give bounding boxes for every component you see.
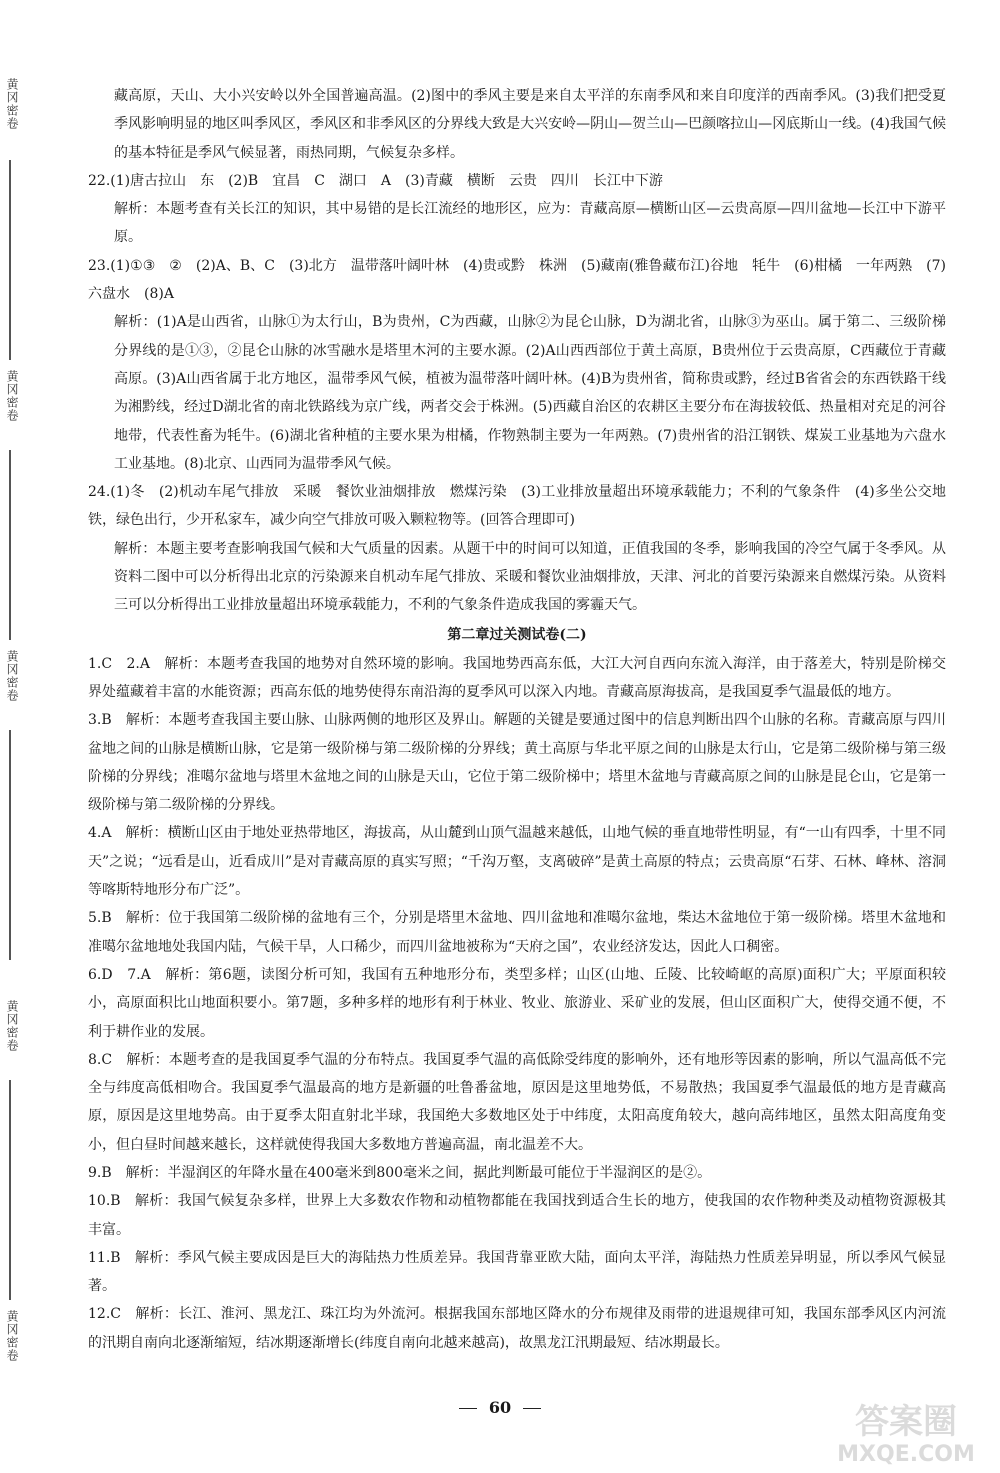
explanation-paragraph: 解析：(1)A是山西省，山脉①为太行山，B为贵州，C为西藏，山脉②为昆仑山脉，D为湖北省，山脉③为巫山。属于第二、三级阶梯分界线的是①③，②昆仑山脉的冰雪融水是塔里木河的主要水源。(2)A山西西部位于黄土高原，B贵州位于云贵高原，C西藏位于青藏高原。(3)A山西省属于北方地区，温带季风气候，植被为温带落叶阔叶林。(4)B为贵州省，简称贵或黔，经过B省省会的东西铁路干线为湘黔线，经过D湖北省的南北铁路线为京广线，两者交会于株洲。(5)西藏自治区的农耕区主要分布在海拔较低、热量相对充足的河谷地带，代表性畜为牦牛。(6)湖北省种植的主要水果为柑橘，作物熟制主要为一年两熟。(7)贵州省的沿江钢铁、煤炭工业基地为六盘水工业基地。(8)北京、山西同为温带季风气候。 xyxy=(114,314,946,472)
answer-item-22: 22.(1)唐古拉山 东 (2)B 宜昌 C 湖口 A (3)青藏 横断 云贵 四川 长江中下游 xyxy=(88,172,663,189)
answer-item-5: 5.B 解析：位于我国第二级阶梯的盆地有三个，分别是塔里木盆地、四川盆地和准噶尔盆地，柴达木盆地位于第一级阶梯。塔里木盆地和准噶尔盆地地处我国内陆，气候干旱，人口稀少，而四川盆地被称为“天府之国”，农业经济发达，因此人口稠密。 xyxy=(88,910,946,955)
answer-item-3: 3.B 解析：本题考查我国主要山脉、山脉两侧的地形区及界山。解题的关键是要通过图中的信息判断出四个山脉的名称。青藏高原与四川盆地之间的山脉是横断山脉，它是第一级阶梯与第二级阶梯的分界线；黄土高原与华北平原之间的山脉是太行山，它是第二级阶梯与第三级阶梯的分界线；准噶尔盆地与塔里木盆地之间的山脉是天山，它位于第二级阶梯中；塔里木盆地与青藏高原之间的山脉是昆仑山，它是第一级阶梯与第二级阶梯的分界线。 xyxy=(88,712,946,814)
margin-label: 黄冈密卷 xyxy=(5,1310,19,1362)
margin-label: 黄冈密卷 xyxy=(5,650,19,702)
section-title: 第二章过关测试卷(二) xyxy=(447,626,587,643)
answer-item-1-2: 1.C 2.A 解析：本题考查我国的地势对自然环境的影响。我国地势西高东低，大江大河自西向东流入海洋，由于落差大，特别是阶梯交界处蕴藏着丰富的水能资源；西高东低的地势使得东南沿海的夏季风可以深入内地。青藏高原海拔高，是我国夏季气温最低的地方。 xyxy=(88,655,946,700)
margin-label: 黄冈密卷 xyxy=(5,1000,19,1052)
explanation-paragraph: 解析：本题主要考查影响我国气候和大气质量的因素。从题干中的时间可以知道，正值我国的冬季，影响我国的冷空气属于冬季风。从资料二图中可以分析得出北京的污染源来自机动车尾气排放、采暖和餐饮业油烟排放，天津、河北的首要污染源来自燃煤污染。从资料三可以分析得出工业排放量超出环境承载能力，不利的气象条件造成我国的雾霾天气。 xyxy=(114,540,946,614)
answer-item-24: 24.(1)冬 (2)机动车尾气排放 采暖 餐饮业油烟排放 燃煤污染 (3)工业排放量超出环境承载能力；不利的气象条件 (4)多坐公交地铁，绿色出行，少开私家车，减少向空气排放可吸入颗粒物等。(回答合理即可) xyxy=(88,484,946,529)
watermark-logo xyxy=(820,1395,992,1467)
page-number-dash xyxy=(523,1408,541,1409)
margin-divider xyxy=(9,450,11,640)
watermark-title: 答案圈 xyxy=(855,1402,957,1442)
answer-item-6-7: 6.D 7.A 解析：第6题，读图分析可知，我国有五种地形分布，类型多样；山区(山地、丘陵、比较崎岖的高原)面积广大；平原面积较小，高原面积比山地面积要小。第7题，多种多样的地形有利于林业、牧业、旅游业、采矿业的发展，但山区面积广大，使得交通不便，不利于耕作业的发展。 xyxy=(88,966,946,1040)
watermark-url: MXQE.COM xyxy=(837,1442,975,1467)
margin-label: 黄冈密卷 xyxy=(5,78,19,130)
answer-paragraph: 藏高原，天山、大小兴安岭以外全国普遍高温。(2)图中的季风主要是来自太平洋的东南季风和来自印度洋的西南季风。(3)我们把受夏季风影响明显的地区叫季风区，季风区和非季风区的分界线大致是大兴安岭—阴山—贺兰山—巴颜喀拉山—冈底斯山一线。(4)我国气候的基本特征是季风气候显著，雨热同期，气候复杂多样。 xyxy=(114,88,946,161)
answer-item-23: 23.(1)①③ ② (2)A、B、C (3)北方 温带落叶阔叶林 (4)贵或黔 株洲 (5)藏南(雅鲁藏布江)谷地 牦牛 (6)柑橘 一年两熟 (7)六盘水 (8)A xyxy=(88,257,946,303)
answer-item-4: 4.A 解析：横断山区由于地处亚热带地区，海拔高，从山麓到山顶气温越来越低，山地气候的垂直地带性明显，有“一山有四季，十里不同天”之说；“远看是山，近看成川”是对青藏高原的真实写照；“千沟万壑，支离破碎”是黄土高原的特点；云贵高原“石芽、石林、峰林、溶洞等喀斯特地形分布广泛”。 xyxy=(88,825,946,899)
watermark-graphic xyxy=(820,1395,992,1467)
answer-item-9: 9.B 解析：半湿润区的年降水量在400毫米到800毫米之间，据此判断最可能位于半湿润区的是②。 xyxy=(88,1164,712,1181)
margin-label: 黄冈密卷 xyxy=(5,370,19,422)
margin-divider xyxy=(9,730,11,960)
answer-item-11: 11.B 解析：季风气候主要成因是巨大的海陆热力性质差异。我国背靠亚欧大陆，面向太平洋，海陆热力性质差异明显，所以季风气候显著。 xyxy=(88,1249,946,1295)
page-number-value: 60 xyxy=(488,1398,512,1417)
explanation-paragraph: 解析：本题考查有关长江的知识，其中易错的是长江流经的地形区，应为：青藏高原—横断山区—云贵高原—四川盆地—长江中下游平原。 xyxy=(114,201,946,246)
answer-item-8: 8.C 解析：本题考查的是我国夏季气温的分布特点。我国夏季气温的高低除受纬度的影响外，还有地形等因素的影响，所以气温高低不完全与纬度高低相吻合。我国夏季气温最高的地方是新疆的吐鲁番盆地，原因是这里地势低，不易散热；我国夏季气温最低的地方是青藏高原，原因是这里地势高。由于夏季太阳直射北半球，我国绝大多数地区处于中纬度，太阳高度角较大，越向高纬地区，虽然太阳高度角变小，但白昼时间越来越长，这样就使得我国大多数地方普遍高温，南北温差不大。 xyxy=(88,1051,946,1153)
margin-divider xyxy=(9,1080,11,1300)
answer-item-12: 12.C 解析：长江、淮河、黑龙江、珠江均为外流河。根据我国东部地区降水的分布规律及雨带的进退规律可知，我国东部季风区内河流的汛期自南向北逐渐缩短，结冰期逐渐增长(纬度自南向北越来越高)，故黑龙江汛期最短、结冰期最长。 xyxy=(88,1306,946,1351)
answer-item-10: 10.B 解析：我国气候复杂多样，世界上大多数农作物和动植物都能在我国找到适合生长的地方，使我国的农作物种类及动植物资源极其丰富。 xyxy=(88,1193,946,1238)
page-number-dash xyxy=(459,1408,477,1409)
margin-divider xyxy=(9,160,11,360)
answer-text-body xyxy=(88,82,946,1357)
binding-margin xyxy=(0,0,22,1473)
